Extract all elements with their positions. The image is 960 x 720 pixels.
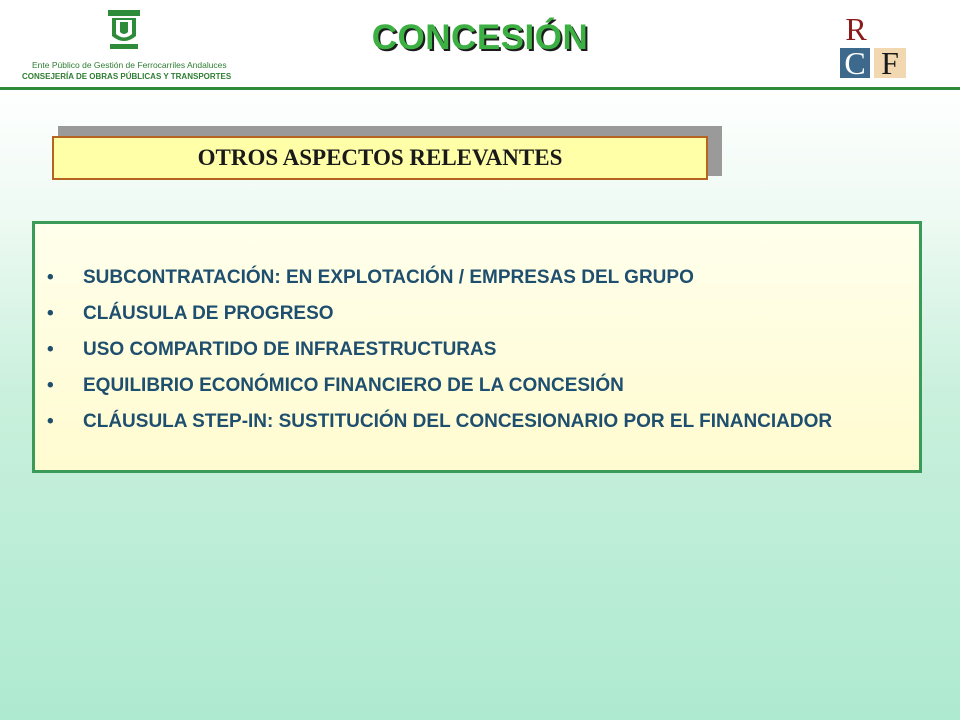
list-item-text: EQUILIBRIO ECONÓMICO FINANCIERO DE LA CONCESIÓN [83,375,624,396]
list-item [47,410,907,433]
junta-andalucia-logo [10,4,232,84]
bullet-icon: • [47,375,54,396]
header-divider [0,87,960,90]
list-item-text: USO COMPARTIDO DE INFRAESTRUCTURAS [83,339,497,360]
logo-agency-name: Ente Público de Gestión de Ferrocarriles Andaluces [32,60,227,70]
logo-ministry-name: CONSEJERÍA DE OBRAS PÚBLICAS Y TRANSPORTES [22,72,232,81]
rcf-logo-f: F [874,48,906,78]
rcf-logo-r: R [845,11,867,47]
rcf-logo-c: C [840,48,870,78]
bullet-icon: • [47,267,54,288]
list-item-text: CLÁUSULA DE PROGRESO [83,303,334,324]
bullet-icon: • [47,339,54,360]
rcf-logo [836,12,912,82]
list-item-text: CLÁUSULA STEP-IN: SUSTITUCIÓN DEL CONCESIONARIO POR EL FINANCIADOR [83,411,833,432]
page-title: CONCESIÓN [371,18,589,57]
bullet-icon: • [47,411,54,432]
list-item [47,374,907,397]
list-item [47,338,907,361]
section-subtitle: OTROS ASPECTOS RELEVANTES [52,136,708,180]
list-item-text: SUBCONTRATACIÓN: EN EXPLOTACIÓN / EMPRESAS DEL GRUPO [83,267,694,288]
slide-header [0,0,960,90]
list-item [47,266,907,289]
bullet-icon: • [47,303,54,324]
bullet-list [47,266,907,446]
bullet-list-box [32,221,922,473]
list-item [47,302,907,325]
coat-of-arms-icon [94,6,154,56]
